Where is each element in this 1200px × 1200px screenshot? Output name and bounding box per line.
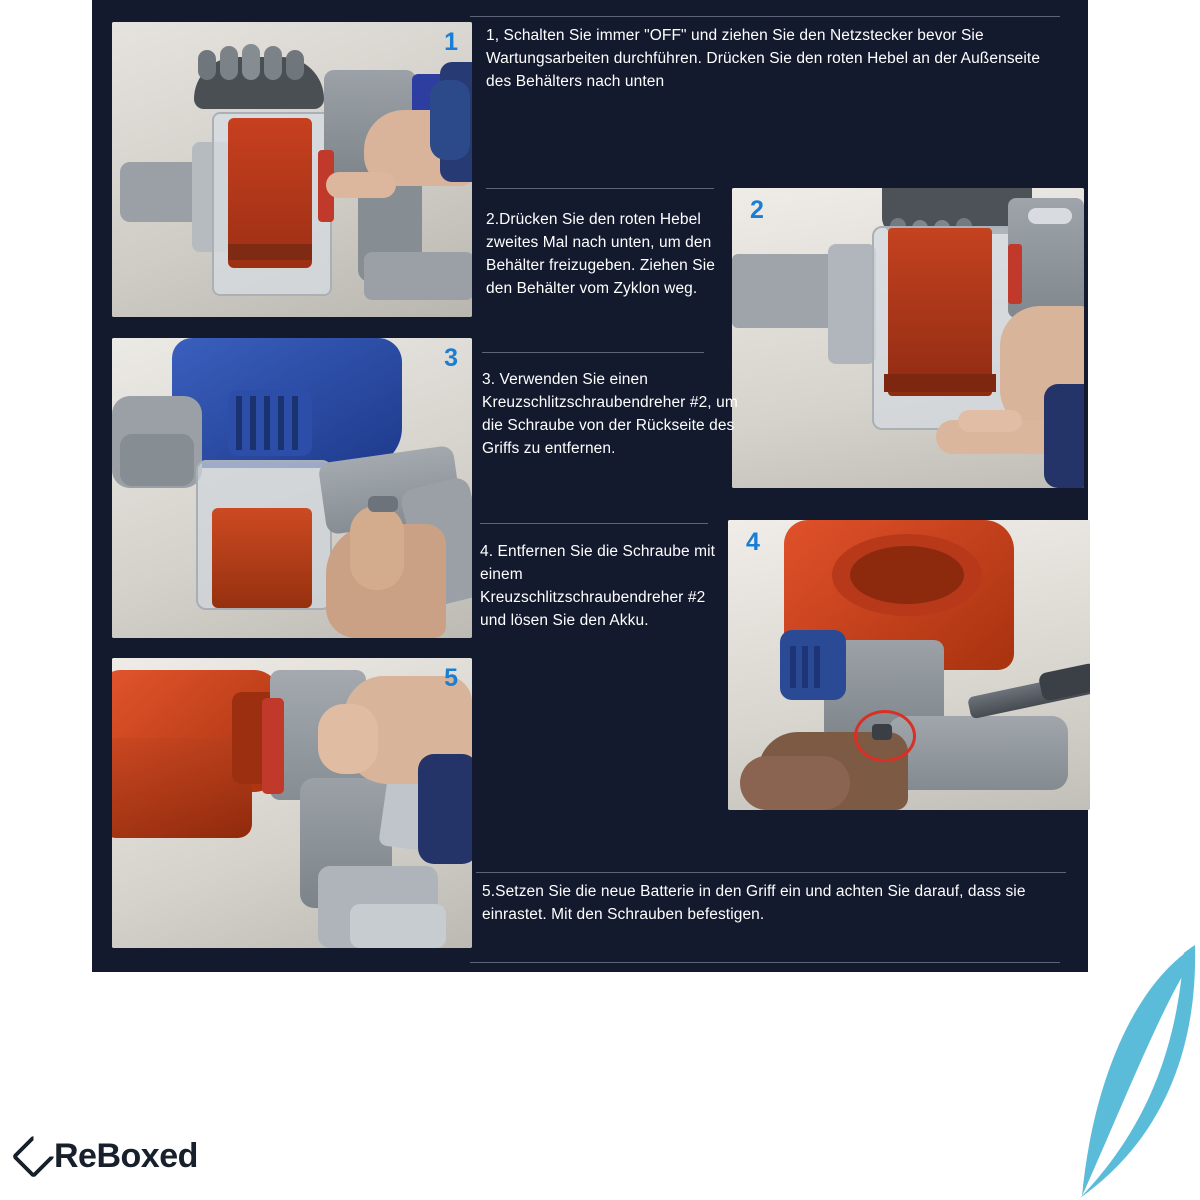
step-4-text: 4. Entfernen Sie die Schraube mit einem Kreuzschlitzschraubendreher #2 und lösen Sie den Akku.: [480, 543, 716, 629]
logo-text-boxed: Boxed: [96, 1137, 198, 1175]
step-3-number: 3: [444, 344, 458, 372]
step-2-text: 2.Drücken Sie den roten Hebel zweites Mal nach unten, um den Behälter freizugeben. Ziehen Sie den Behälter vom Zyklon weg.: [486, 211, 715, 297]
step-4-number: 4: [746, 528, 760, 556]
brand-swoosh: [940, 940, 1200, 1200]
reboxed-mark-icon: [12, 1135, 56, 1179]
divider-step2: [486, 188, 714, 189]
instruction-panel: [92, 0, 1088, 972]
step-3-photo: [112, 338, 472, 638]
divider-step5: [476, 872, 1066, 873]
step-2-number: 2: [750, 196, 764, 224]
reboxed-logo: [18, 1137, 198, 1176]
step-5-text: 5.Setzen Sie die neue Batterie in den Griff ein und achten Sie darauf, dass sie einrastet. Mit den Schrauben befestigen.: [482, 883, 1026, 923]
step-4-photo: [728, 520, 1090, 810]
step-1-photo: [112, 22, 472, 317]
step-1-number: 1: [444, 28, 458, 56]
step-2-photo: [732, 188, 1084, 488]
divider-step4: [480, 523, 708, 524]
step-5-photo: [112, 658, 472, 948]
divider-step3: [482, 352, 704, 353]
step-5-number: 5: [444, 664, 458, 692]
step-3-text: 3. Verwenden Sie einen Kreuzschlitzschraubendreher #2, um die Schraube von der Rückseite des Griffs zu entfernen.: [482, 371, 738, 457]
logo-text-re: Re: [54, 1137, 97, 1175]
divider-top: [470, 16, 1060, 17]
step-1-text: 1, Schalten Sie immer "OFF" und ziehen Sie den Netzstecker bevor Sie Wartungsarbeiten durchführen. Drücken Sie den roten Hebel an der Außenseite des Behälters nach unten: [486, 27, 1041, 90]
